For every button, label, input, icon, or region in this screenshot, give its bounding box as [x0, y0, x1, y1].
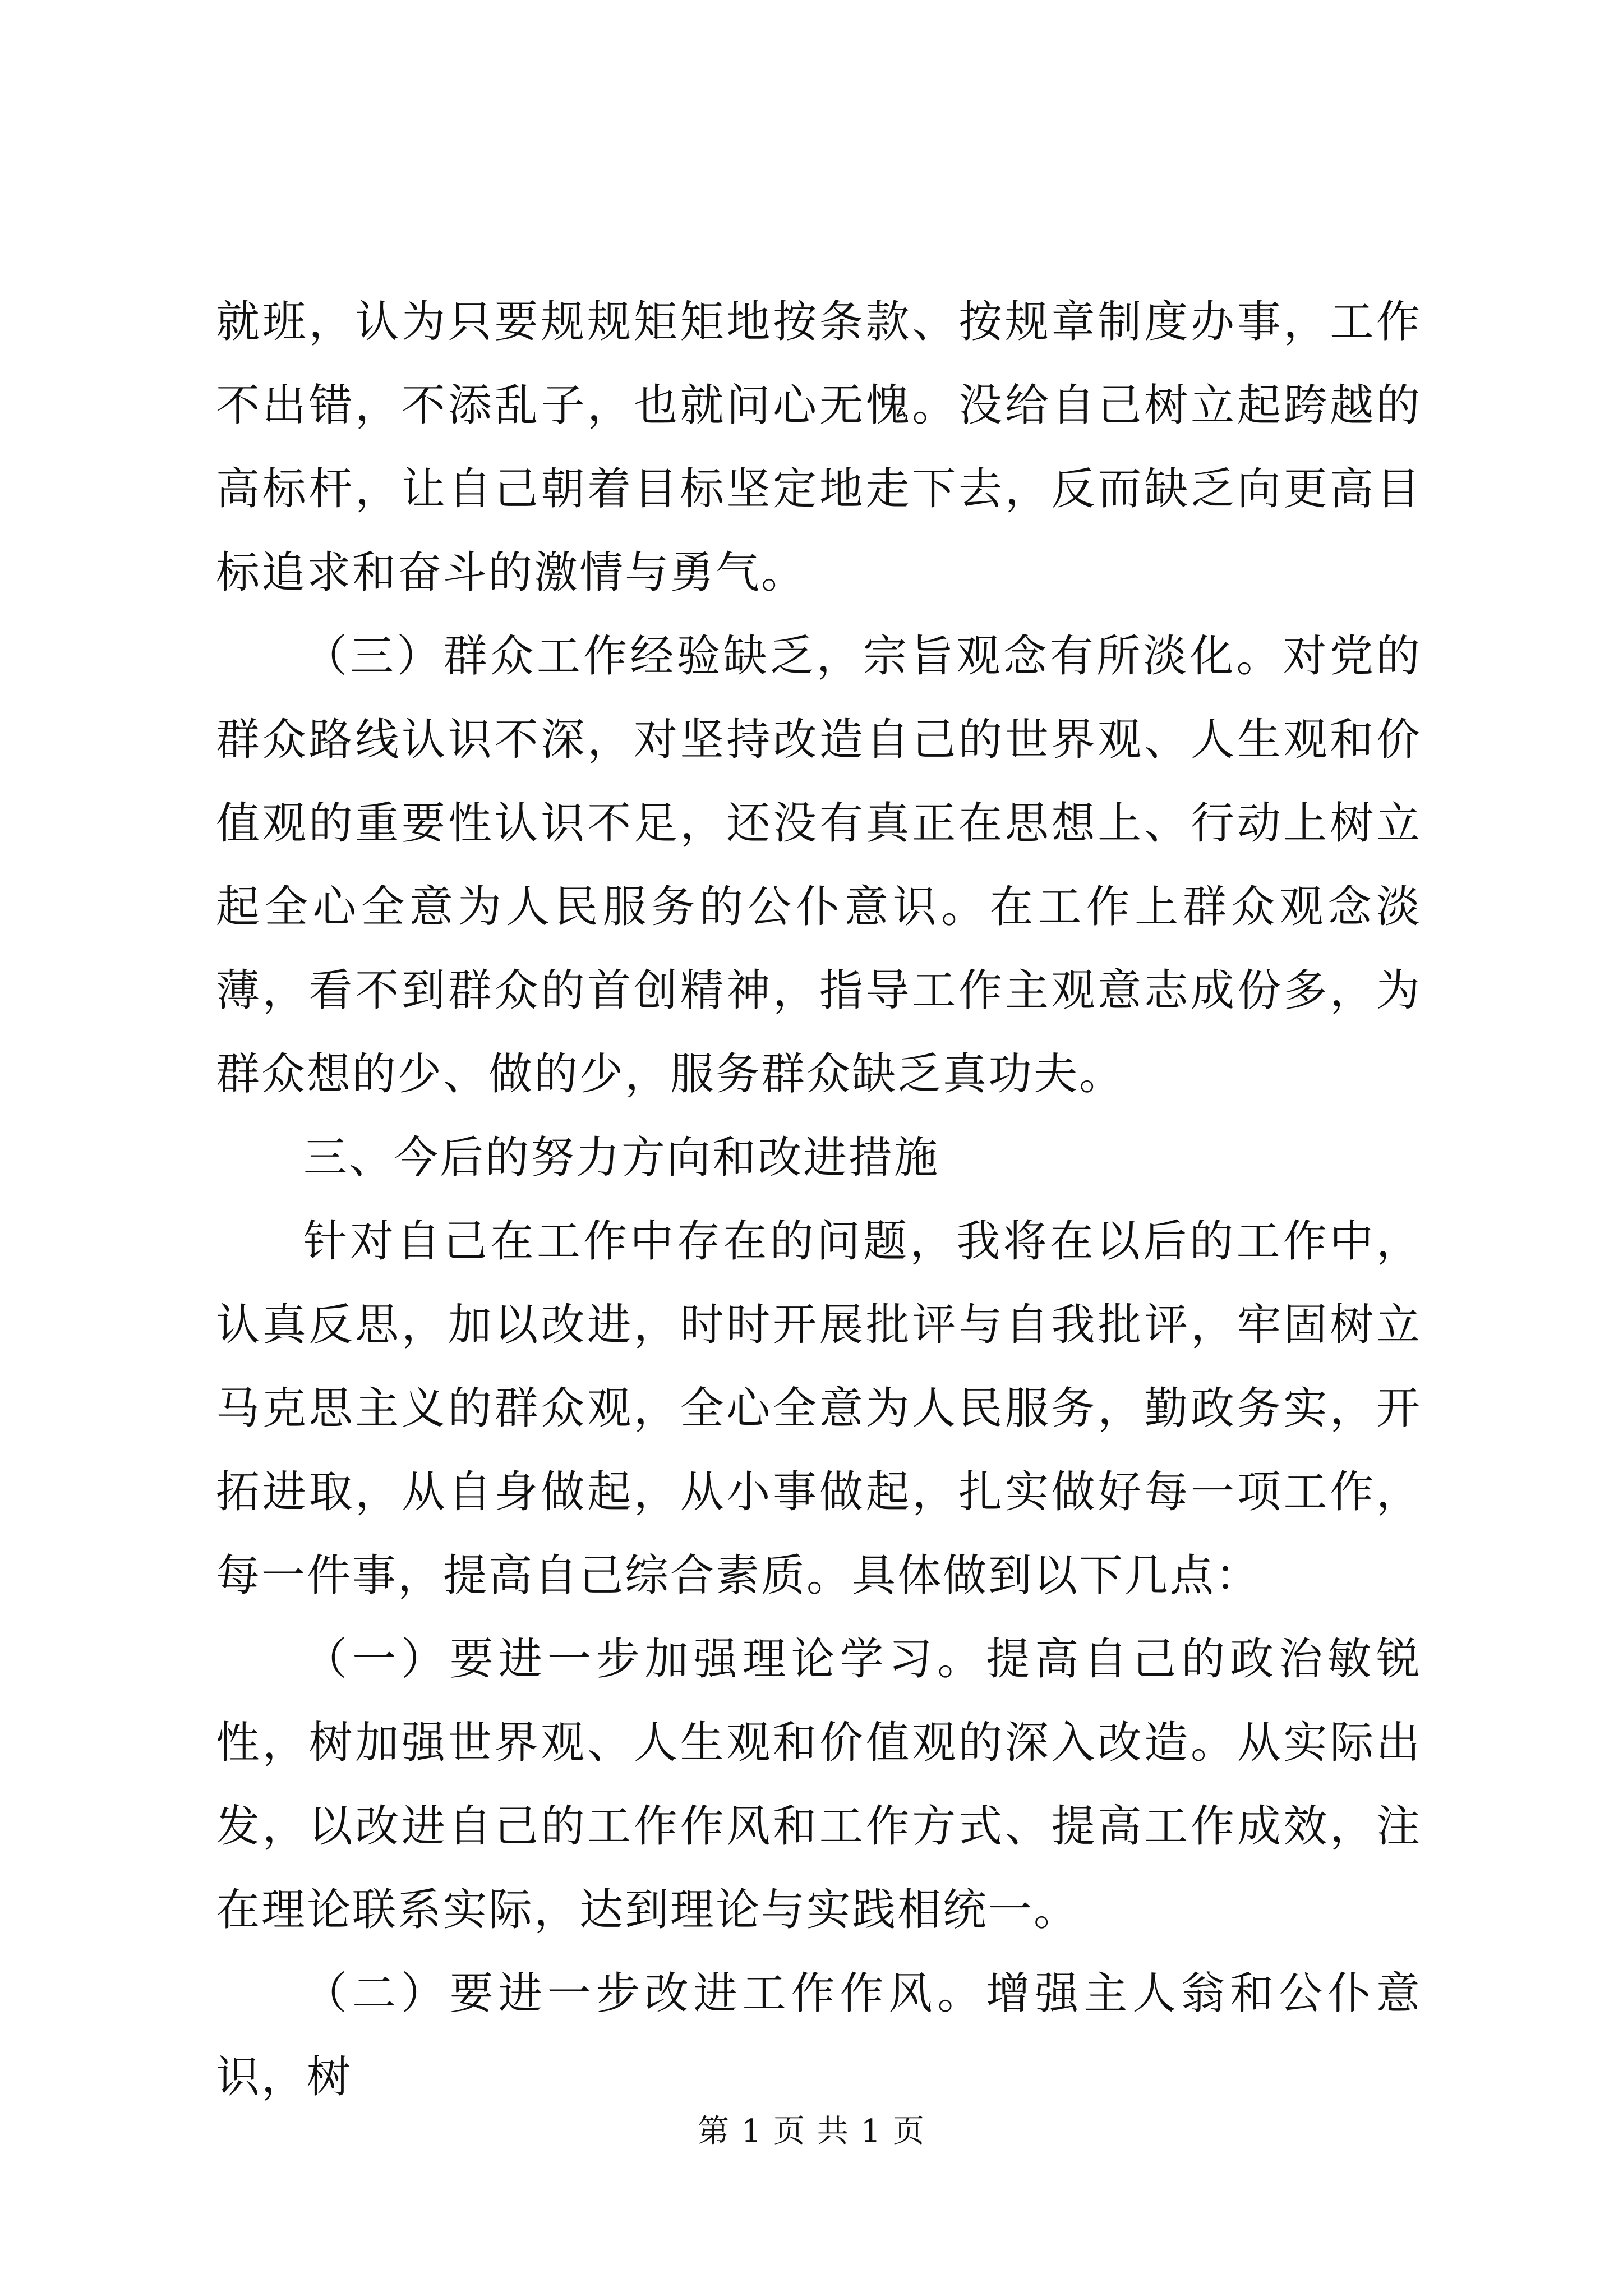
paragraph-item-one: （一）要进一步加强理论学习。提高自己的政治敏锐性，树加强世界观、人生观和价值观的深入改造。从实际出发，以改进自己的工作作风和工作方式、提高工作成效，注在理论联系实际，达到理论与实践相统一。: [216, 1634, 1422, 1935]
section-heading: 三、今后的努力方向和改进措施: [303, 1133, 940, 1183]
page-footer: 第 1 页 共 1 页: [697, 2113, 926, 2150]
paragraph-intro: 针对自己在工作中存在的问题，我将在以后的工作中，认真反思，加以改进，时时开展批评与自我批评，牢固树立马克思主义的群众观，全心全意为人民服务，勤政务实，开拓进取，从自身做起，从小事做起，扎实做好每一项工作，每一件事，提高自己综合素质。具体做到以下几点：: [216, 1216, 1422, 1601]
paragraph-section-three-sub: （三）群众工作经验缺乏，宗旨观念有所淡化。对党的群众路线认识不深，对坚持改造自己的世界观、人生观和价值观的重要性认识不足，还没有真正在思想上、行动上树立起全心全意为人民服务的公仆意识。在工作上群众观念淡薄，看不到群众的首创精神，指导工作主观意志成份多，为群众想的少、做的少，服务群众缺乏真功夫。: [216, 631, 1422, 1099]
document-body: [216, 280, 1422, 2119]
paragraph-item-two: （二）要进一步改进工作作风。增强主人翁和公仆意识，树: [216, 1968, 1422, 2102]
paragraph-continuation: 就班，认为只要规规矩矩地按条款、按规章制度办事，工作不出错，不添乱子，也就问心无愧。没给自己树立起跨越的高标杆，让自己朝着目标坚定地走下去，反而缺乏向更高目标追求和奋斗的激情与勇气。: [216, 297, 1422, 598]
